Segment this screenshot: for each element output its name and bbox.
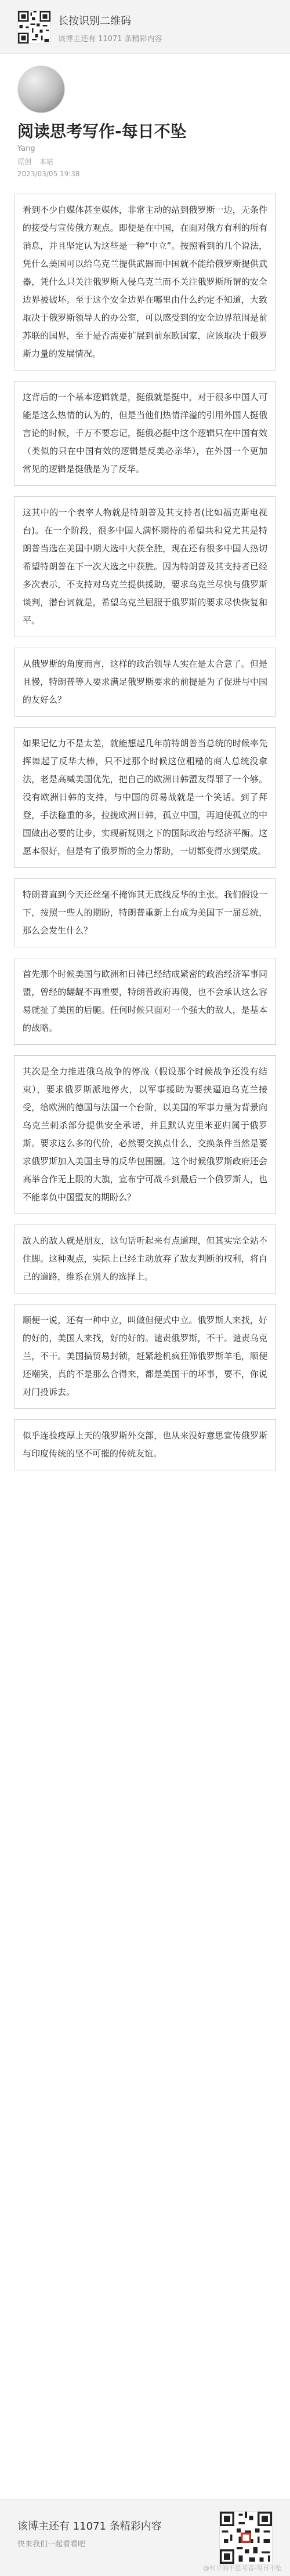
- banner-title: 长按识别二维码: [58, 15, 131, 27]
- paragraph: 似乎连验疫厚上天的俄罗斯外交部，也从来没好意思宣传俄罗斯与印度传统的坚不可摧的传统友谊。: [14, 1419, 276, 1470]
- meta-site-tag: 本站: [39, 158, 53, 166]
- meta-original-tag: 原创: [17, 158, 32, 166]
- paragraph: 顺便一说，还有一种中立，叫做但便式中立。俄罗斯人来找，好的好的，美国人来找，好的好的。谴责俄罗斯，不干。谴责乌克兰，不干。美国搞贸易封锁，赶紧趁机疯狂筛俄罗斯羊毛，顺便还嘲笑，真的不是那么合得来，都是美国干的坏事，要不，你说对门投诉去。: [14, 1304, 276, 1409]
- paragraph: 看到不少自媒体甚至媒体，非常主动的站到俄罗斯一边，无条件的接受与宣传俄方观点。即便是在中国，在面对俄方有利的所有消息，并且坚定认为这些是一种“中立”。按照看到的几个说法，凭什么美国可以给乌克兰提供武器而中国就不能给俄罗斯提供武器，凭什么只关注俄罗斯入侵乌克兰而不关注俄罗斯所谓的安全边界被破坏。至于这个安全边界在哪里由什么约定不知道，大致取决于俄罗斯领导人的办公室，可以感受到的安全边界范围是前苏联的国界，至于是否需要扩展到前东欧国家，应该取决于俄罗斯力量的发展情况。: [14, 194, 276, 370]
- paragraph: 从俄罗斯的角度而言，这样的政治领导人实在是太合意了。但是且慢，特朗普等人要求满足俄罗斯要求的前提是为了促进与中国的友好么？: [14, 648, 276, 717]
- top-banner: [0, 0, 290, 54]
- qr-code-icon[interactable]: [219, 2511, 273, 2564]
- avatar[interactable]: [17, 66, 65, 113]
- footer-subtitle: 快来我们一起看看吧: [17, 2540, 86, 2549]
- banner-subtitle: 该博主还有 11071 条精彩内容: [58, 35, 162, 43]
- author-name[interactable]: Yang: [17, 144, 35, 153]
- article-header: [0, 54, 290, 178]
- paragraph: 敌人的敌人就是朋友，这句话听起来有点道理，但其实完全站不住脚。这种观点，实际上已经主动放弃了敌友判断的权利，将自己的道路，维系在别人的选择上。: [14, 1225, 276, 1294]
- article-body: [0, 178, 290, 1470]
- paragraph: 如果记忆力不是太差，就能想起几年前特朗普当总统的时候率先挥舞起了反华大棒，只不过那个时候这位粗糙的商人总统没拿法，老是高喊美国优先，把自己的欧洲日韩盟友得罪了一个够。没有欧洲日韩的支持，与中国的贸易战就是一个笑话。到了拜登，手法稳重的多，拉拢欧洲日韩，孤立中国，再迫使孤立的中国做出必要的让步，实现新规则之下的国际政治与经济平衡。这愿本很好，但是有了俄罗斯的全力帮助，一切都变得水到渠成。: [14, 727, 276, 868]
- publish-date: 2023/03/05 19:38: [17, 170, 80, 178]
- footer-title: 该博主还有 11071 条精彩内容: [17, 2520, 162, 2533]
- paragraph: 这其中的一个表率人物就是特朗普及其支持者(比如福克斯电视台)。在一个阶段，很多中国人满怀期待的希望共和党尤其是特朗普当选在美国中期大选中大获全胜，现在还有很多中国人热切希望特朗普在下一次大选之中获胜。因为特朗普及其支持者已经多次表示，不支持对乌克兰提供援助，要求乌克兰尽快与俄罗斯谈判，潜台词就是，希望乌克兰屈服于俄罗斯的要求尽快恢复和平。: [14, 496, 276, 637]
- footer-banner: [0, 2499, 290, 2576]
- watermark: @知乎的不思考者-每日不坠: [203, 2564, 282, 2572]
- paragraph: 其次是全力推进俄乌战争的停战（假设那个时候战争还没有结束），要求俄罗斯派地停火，以军事援助为要挟逼迫乌克兰接受，给欧洲的德国与法国一个台阶，以美国的军事力量为背景向乌克兰刺杀部分提供安全承诺，并且默认克里米亚归属于俄罗斯。要求这么多的代价，必然要交换点什么，交换条件当然是要求俄罗斯加入美国主导的反华包围圈。这个时候俄罗斯政府还会高举合作无上限的大旗，宣布宁可战斗到最后一个俄罗斯人，也不能辜负中国盟友的期盼么？: [14, 1055, 276, 1214]
- qr-code-icon[interactable]: [17, 10, 51, 44]
- article-title: 阅读思考写作-每日不坠: [17, 122, 187, 141]
- paragraph: 这背后的一个基本逻辑就是，挺俄就是挺中，对于很多中国人可能是这么热情的认为的，但是当他们热情洋溢的引用外国人挺俄言论的时候，千万不要忘记，挺俄必挺中这个逻辑只在中国有效（类似的只在中国有效的逻辑是反美必亲华），在外国一个更加常见的逻辑是挺俄是为了反华。: [14, 381, 276, 486]
- paragraph: 首先那个时候美国与欧洲和日韩已经结成紧密的政治经济军事同盟，曾经的龌龊不再重要，特朗普政府再傻，也不会承认这么容易就扯了美国的后腿。任何时候只面对一个强大的敌人，是基本的战略。: [14, 958, 276, 1045]
- article-meta: [17, 157, 273, 166]
- paragraph: 特朗普直到今天还丝毫不掩饰其无底线反华的主张。我们假设一下，按照一些人的期盼，特朗普重新上台成为美国下一届总统，那么会发生什么？: [14, 878, 276, 947]
